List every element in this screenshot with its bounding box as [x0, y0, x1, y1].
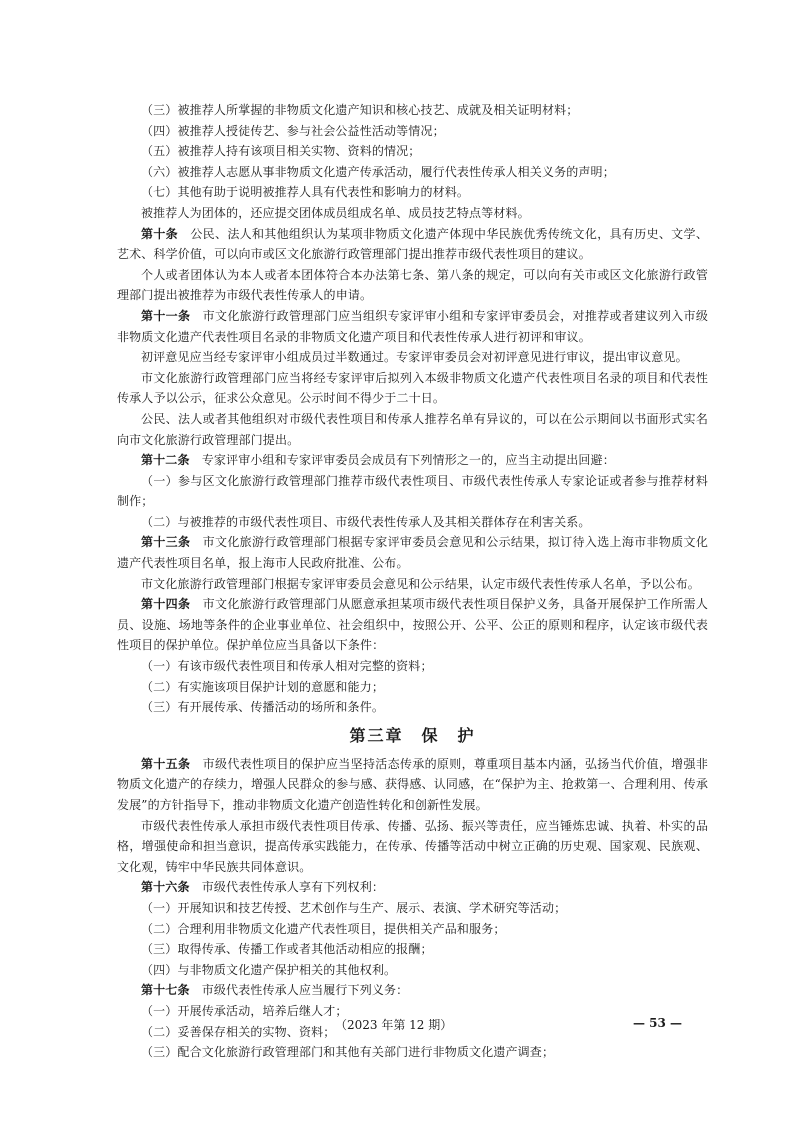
- paragraph: [117, 656, 708, 677]
- paragraph: [117, 182, 708, 203]
- paragraph-text: （二）有实施该项目保护计划的意愿和能力；: [141, 679, 385, 694]
- article-number: 第十一条: [141, 308, 191, 323]
- article-paragraph: [117, 594, 708, 656]
- article-number: 第十二条: [141, 453, 190, 468]
- paragraph: [117, 203, 708, 224]
- paragraph-text: （一）开展知识和技艺传授、艺术创作与生产、展示、表演、学术研究等活动；: [141, 900, 567, 915]
- paragraph-text: （二）与被推荐的市级代表性项目、市级代表性传承人及其相关群体存在利害关系。: [141, 514, 591, 529]
- paragraph: [117, 919, 708, 940]
- paragraph: [117, 960, 708, 981]
- paragraph: [117, 939, 708, 960]
- paragraph-text: 专家评审小组和专家评审委员会成员有下列情形之一的，应当主动提出回避：: [189, 453, 615, 468]
- paragraph-text: 市文化旅游行政管理部门应当将经专家评审后拟列入本级非物质文化遗产代表性项目名录的项目和代表性传承人予以公示，征求公众意见。公示时间不得少于二十日。: [117, 370, 708, 406]
- article-paragraph: [117, 980, 708, 1001]
- paragraph: [117, 574, 708, 595]
- article-number: 第十三条: [141, 535, 191, 550]
- article-number: 第十四条: [141, 597, 191, 612]
- paragraph: [117, 162, 708, 183]
- paragraph-text: 公民、法人或者其他组织对市级代表性项目和传承人推荐名单有异议的，可以在公示期间以书面形式实名向市文化旅游行政管理部门提出。: [117, 411, 708, 447]
- paragraph: [117, 1042, 708, 1063]
- paragraph-text: 市级代表性传承人享有下列权利：: [189, 880, 385, 895]
- paragraph: [117, 677, 708, 698]
- paragraph-text: 被推荐人为团体的，还应提交团体成员组成名单、成员技艺特点等材料。: [141, 205, 530, 220]
- paragraph: [117, 368, 708, 409]
- article-number: 第十五条: [141, 756, 191, 771]
- paragraph-text: 初评意见应当经专家评审小组成员过半数通过。专家评审委员会对初评意见进行审议，提出审议意见。: [141, 350, 688, 365]
- paragraph-text: 市级代表性项目的保护应当坚持活态传承的原则，尊重项目基本内涵，弘扬当代价值，增强非物质文化遗产的存续力，增强人民群众的参与感、获得感、认同感，在“保护为主、抢救第一、合理利用、传承发展”的方针指导下，推动非物质文化遗产创造性转化和创新性发展。: [117, 756, 708, 812]
- paragraph: [117, 816, 708, 878]
- article-paragraph: [117, 450, 708, 471]
- paragraph: [117, 347, 708, 368]
- page-number: — 53 —: [633, 1016, 683, 1030]
- paragraph-text: 市文化旅游行政管理部门根据专家评审委员会意见和公示结果，拟订待入选上海市非物质文化遗产代表性项目名单，报上海市人民政府批准、公布。: [117, 535, 708, 571]
- article-paragraph: [117, 532, 708, 573]
- paragraph: [117, 512, 708, 533]
- paragraph: [117, 409, 708, 450]
- paragraph-text: （三）有开展传承、传播活动的场所和条件。: [141, 700, 385, 715]
- paragraph: [117, 265, 708, 306]
- article-paragraph: [117, 877, 708, 898]
- paragraph: [117, 141, 708, 162]
- chapter-title: 第三章 保 护: [349, 725, 476, 745]
- paragraph-text: （四）被推荐人授徒传艺、参与社会公益性活动等情况；: [141, 123, 445, 138]
- article-number: 第十七条: [141, 983, 190, 998]
- article-paragraph: [117, 224, 708, 265]
- paragraph-text: 市级代表性传承人应当履行下列义务：: [189, 983, 409, 998]
- issue-label: （2023 年第 12 期）: [335, 1018, 453, 1032]
- paragraph-text: （三）取得传承、传播工作或者其他活动相应的报酬；: [141, 942, 433, 957]
- paragraph-text: 市级代表性传承人承担市级代表性项目传承、传播、弘扬、振兴等责任，应当锤炼忠诚、执着、朴实的品格，增强使命和担当意识，提高传承实践能力，在传承、传播等活动中树立正确的历史观、国家观、民族观、文化观，铸牢中华民族共同体意识。: [117, 818, 708, 874]
- paragraph-text: 市文化旅游行政管理部门应当组织专家评审小组和专家评审委员会，对推荐或者建议列入市级非物质文化遗产代表性项目名录的非物质文化遗产项目和代表性传承人进行初评和审议。: [117, 308, 708, 344]
- paragraph-text: （六）被推荐人志愿从事非物质文化遗产传承活动，履行代表性传承人相关义务的声明；: [141, 164, 615, 179]
- paragraph-text: （三）配合文化旅游行政管理部门和其他有关部门进行非物质文化遗产调查；: [141, 1045, 555, 1060]
- paragraph-text: 个人或者团体认为本人或者本团体符合本办法第七条、第八条的规定，可以向有关市或区文化旅游行政管理部门提出被推荐为市级代表性传承人的申请。: [117, 267, 708, 303]
- paragraph: [117, 100, 708, 121]
- paragraph-text: （二）合理利用非物质文化遗产代表性项目，提供相关产品和服务；: [141, 921, 506, 936]
- paragraph: [117, 471, 708, 512]
- article-number: 第十条: [141, 226, 178, 241]
- paragraph-text: （七）其他有助于说明被推荐人具有代表性和影响力的材料。: [141, 185, 470, 200]
- article-paragraph: [117, 754, 708, 816]
- paragraph-text: （四）与非物质文化遗产保护相关的其他权利。: [141, 962, 397, 977]
- paragraph-text: （三）被推荐人所掌握的非物质文化遗产知识和核心技艺、成就及相关证明材料；: [141, 103, 579, 117]
- paragraph-text: （一）参与区文化旅游行政管理部门推荐市级代表性项目、市级代表性传承人专家论证或者参与推荐材料制作；: [117, 473, 708, 509]
- paragraph-text: （五）被推荐人持有该项目相关实物、资料的情况；: [141, 144, 421, 159]
- paragraph-text: 市文化旅游行政管理部门从愿意承担某项市级代表性项目保护义务，具备开展保护工作所需人员、设施、场地等条件的企业事业单位、社会组织中，按照公开、公平、公正的原则和程序，认定该市级代表性项目的保护单位。保护单位应当具备以下条件：: [117, 597, 708, 653]
- paragraph-text: 市文化旅游行政管理部门根据专家评审委员会意见和公示结果，认定市级代表性传承人名单，予以公布。: [141, 576, 700, 591]
- body-text: [117, 100, 708, 1063]
- article-number: 第十六条: [141, 880, 190, 895]
- paragraph-text: （二）妥善保存相关的实物、资料；: [141, 1024, 336, 1039]
- paragraph: [117, 898, 708, 919]
- section-before-chapter: [117, 100, 708, 718]
- paragraph: [117, 697, 708, 718]
- article-paragraph: [117, 306, 708, 347]
- paragraph-text: （一）有该市级代表性项目和传承人相对完整的资料；: [141, 659, 433, 674]
- paragraph: [117, 121, 708, 142]
- paragraph-text: 公民、法人和其他组织认为某项非物质文化遗产体现中华民族优秀传统文化，具有历史、文学、艺术、科学价值，可以向市或区文化旅游行政管理部门提出推荐市级代表性项目的建议。: [117, 226, 708, 262]
- paragraph-text: （一）开展传承活动，培养后继人才；: [141, 1003, 348, 1018]
